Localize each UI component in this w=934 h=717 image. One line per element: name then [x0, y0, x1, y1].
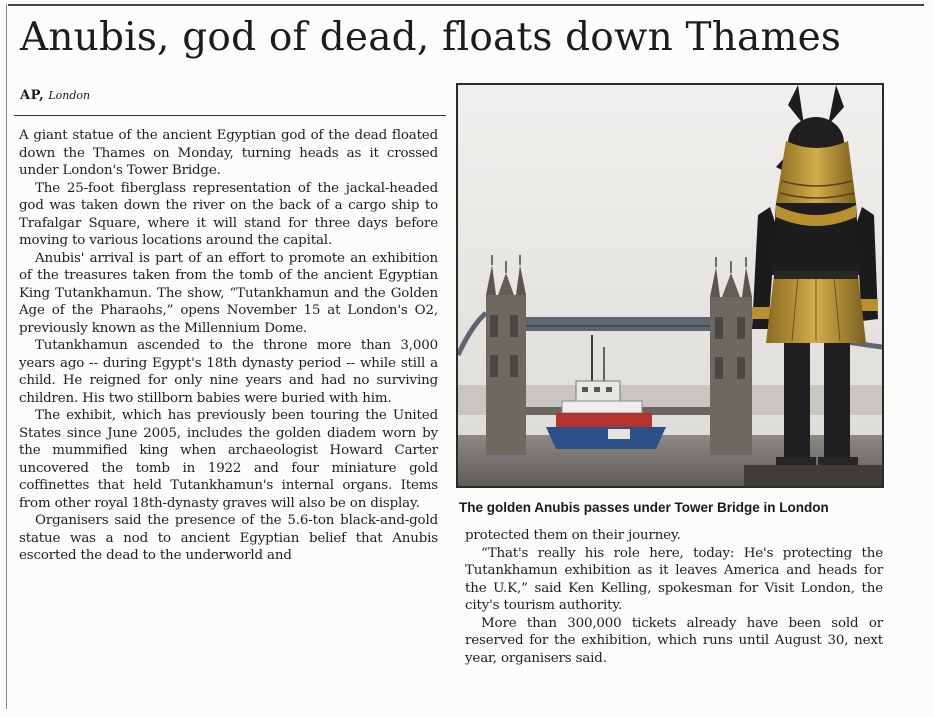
byline: [20, 88, 90, 104]
article-body-right-column: [465, 527, 883, 667]
byline-place: London: [48, 89, 91, 102]
paragraph: The exhibit, which has previously been touring the United States since June 2005, includes the golden diadem worn by the mummified king when archaeologist Howard Carter uncovered the tomb in 1922 and four miniature gold coffinettes that held Tutankhamun's internal organs. Items from other royal 18th-dynasty graves will also be on display.: [19, 408, 438, 511]
paragraph: The 25-foot fiberglass representation of the jackal-headed god was taken down the river on the back of a cargo ship to Trafalgar Square, where it will stand for three days before moving to various locations around the capital.: [19, 180, 438, 248]
paragraph: Anubis' arrival is part of an effort to promote an exhibition of the treasures taken from the tomb of the ancient Egyptian King Tutankhamun. The show, “Tutankhamun and the Golden Age of the Pharaohs,” opens November 15 at London's O2, previously known as the Millennium Dome.: [19, 250, 438, 336]
paragraph: A giant statue of the ancient Egyptian god of the dead floated down the Thames on Monday, turning heads as it crossed under London's Tower Bridge.: [19, 128, 438, 178]
article-body-left-column: [19, 127, 438, 565]
byline-rule: [14, 115, 446, 116]
paragraph: Organisers said the presence of the 5.6-ton black-and-gold statue was a nod to ancient Egyptian belief that Anubis escorted the dead to the underworld and: [19, 513, 438, 563]
anubis-tower-bridge-photo: [458, 85, 882, 486]
paragraph: “That's really his role here, today: He's protecting the Tutankhamun exhibition as it leaves America and heads for the U.K,” said Ken Kelling, spokesman for Visit London, the city's tourism authority.: [465, 545, 883, 613]
ship-deck: [744, 465, 882, 486]
news-photo: [456, 83, 884, 488]
byline-agency: AP,: [20, 88, 45, 103]
left-edge-rule: [6, 4, 7, 709]
bridge-right-tower: [710, 257, 752, 455]
paragraph: protected them on their journey.: [465, 528, 681, 543]
paragraph: Tutankhamun ascended to the throne more than 3,000 years ago -- during Egypt's 18th dynasty period -- while still a child. He reigned for only nine years and had no surviving children. His two stillborn babies were buried with him.: [19, 338, 438, 406]
photo-caption: The golden Anubis passes under Tower Bridge in London: [459, 500, 829, 515]
bridge-walkway: [526, 317, 710, 331]
top-rule: [8, 4, 924, 6]
headline: Anubis, god of dead, floats down Thames: [20, 15, 842, 60]
bridge-left-tower: [486, 255, 526, 455]
paragraph: More than 300,000 tickets already have been sold or reserved for the exhibition, which runs until August 30, next year, organisers said.: [465, 615, 883, 666]
